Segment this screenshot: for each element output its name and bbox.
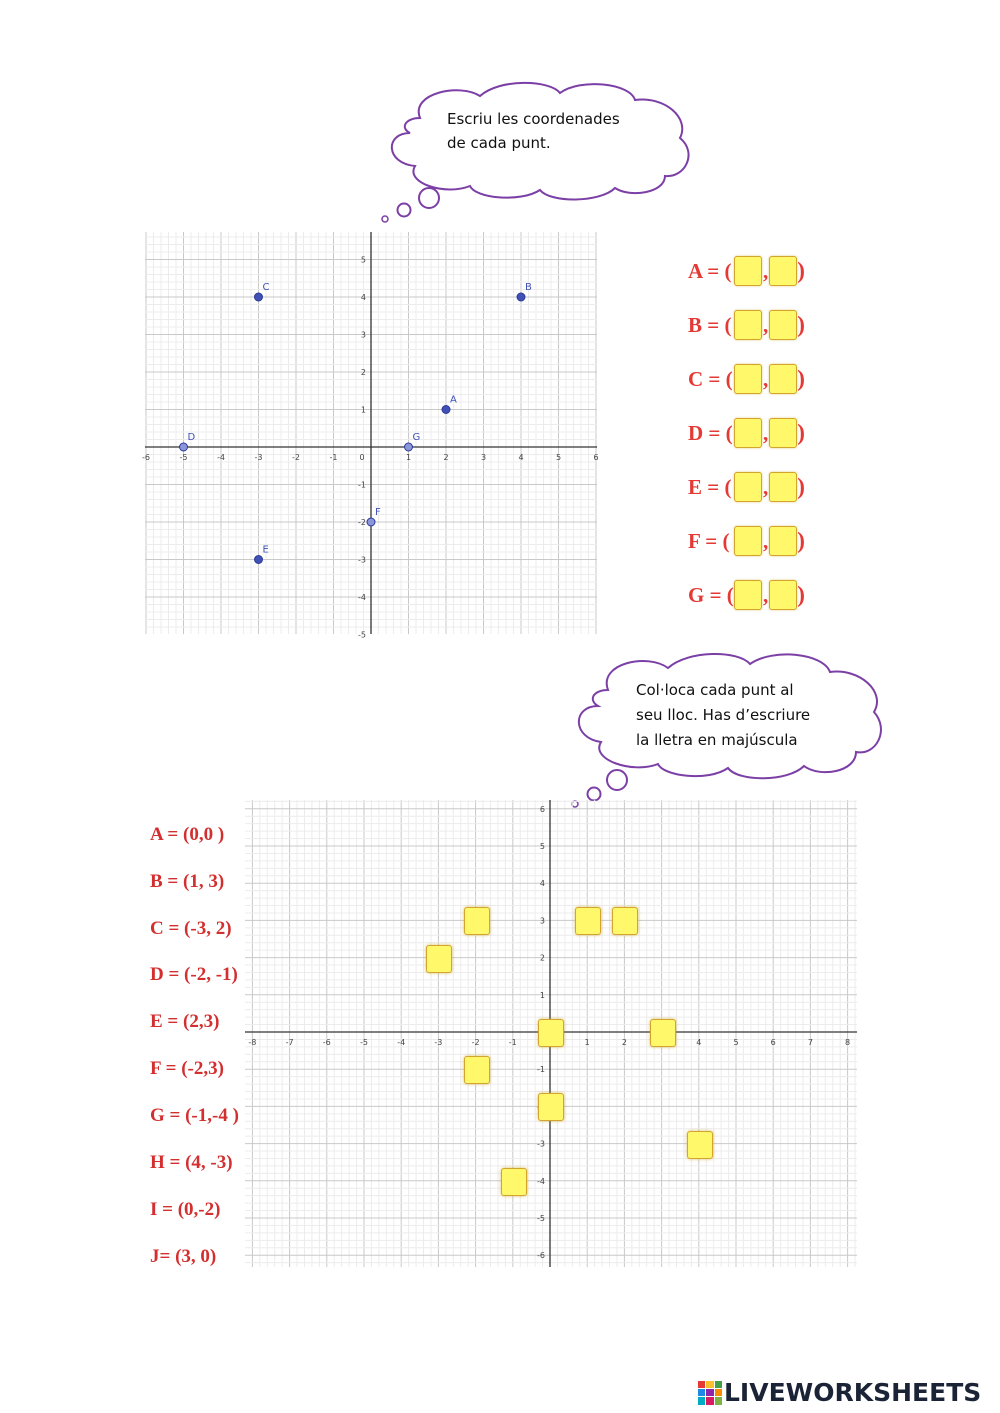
answer-x-input[interactable] (734, 364, 762, 394)
close-paren: ) (797, 366, 805, 391)
comma: , (763, 582, 769, 607)
point-list-item: A = (0,0 ) (150, 824, 225, 845)
y-tick-label: 3 (539, 916, 545, 926)
point-list-item: I = (0,-2) (150, 1199, 221, 1220)
point-list-item: J= (3, 0) (150, 1246, 217, 1267)
x-tick-label: 5 (555, 453, 562, 462)
point-label: G (412, 432, 421, 443)
x-tick-label: -1 (329, 453, 338, 462)
y-tick-label: -6 (537, 1251, 545, 1261)
y-tick-label: -1 (537, 1065, 545, 1075)
drop-target-box[interactable] (464, 1056, 490, 1084)
point-marker (405, 443, 413, 451)
close-paren: ) (797, 528, 805, 553)
bubble2-line1: Col·loca cada punt al (636, 681, 794, 699)
comma: , (763, 258, 769, 283)
x-tick-label: -8 (248, 1038, 257, 1047)
point-list-item: D = (-2, -1) (150, 964, 238, 985)
answer-label: C = ( (688, 366, 733, 391)
drop-target-box[interactable] (464, 907, 490, 935)
drop-target-box[interactable] (538, 1019, 564, 1047)
bubble1-line1: Escriu les coordenades (447, 110, 620, 128)
x-tick-label: 2 (443, 453, 449, 462)
drop-target-box[interactable] (426, 945, 452, 973)
point-list-item: F = (-2,3) (150, 1058, 224, 1079)
x-tick-label: 1 (405, 453, 412, 462)
liveworksheets-logo (698, 1378, 981, 1407)
y-tick-label: -5 (537, 1214, 545, 1223)
point-list-item: G = (-1,-4 ) (150, 1105, 239, 1126)
point-marker (367, 518, 375, 526)
x-tick-label: -3 (434, 1038, 443, 1047)
x-tick-label: -1 (508, 1038, 517, 1047)
answer-y-input[interactable] (769, 418, 797, 448)
close-paren: ) (797, 258, 805, 283)
point-label: A (450, 394, 457, 406)
x-tick-label: -6 (322, 1038, 331, 1047)
answer-row (688, 310, 805, 340)
answer-x-input[interactable] (734, 256, 762, 286)
answer-row (688, 364, 805, 394)
x-tick-label: -4 (217, 453, 225, 462)
x-tick-label: 6 (593, 453, 599, 462)
answer-y-input[interactable] (769, 472, 797, 502)
answer-label: B = ( (688, 312, 732, 337)
comma: , (763, 420, 769, 445)
x-tick-label: -2 (471, 1038, 480, 1047)
answer-label: A = ( (688, 258, 732, 283)
x-tick-label: -3 (254, 453, 263, 462)
answer-x-input[interactable] (734, 580, 762, 610)
y-tick-label: 5 (360, 255, 366, 265)
x-tick-label: 1 (584, 1038, 590, 1047)
drop-target-box[interactable] (575, 907, 601, 935)
drop-target-box[interactable] (538, 1093, 564, 1121)
x-tick-label: 2 (621, 1038, 627, 1047)
comma: , (763, 474, 769, 499)
x-tick-label: 0 (359, 453, 365, 462)
point-list-item: E = (2,3) (150, 1011, 220, 1032)
answer-row (688, 580, 805, 610)
y-tick-label: 1 (360, 405, 366, 415)
close-paren: ) (797, 474, 805, 499)
y-tick-label: 3 (360, 330, 366, 340)
answer-label: G = ( (688, 582, 734, 607)
x-tick-label: 8 (845, 1038, 851, 1047)
answer-y-input[interactable] (769, 526, 797, 556)
x-tick-label: -7 (285, 1038, 294, 1047)
answer-x-input[interactable] (734, 526, 762, 556)
answer-label: E = ( (688, 474, 732, 499)
x-tick-label: 4 (696, 1038, 702, 1047)
drop-target-box[interactable] (687, 1131, 713, 1159)
answer-y-input[interactable] (769, 580, 797, 610)
point-list-item: B = (1, 3) (150, 871, 225, 892)
point-marker (255, 293, 263, 301)
x-tick-label: -5 (360, 1038, 368, 1047)
point-label: D (187, 432, 196, 443)
point-label: B (525, 282, 532, 293)
x-tick-label: -4 (397, 1038, 406, 1047)
point-marker (442, 406, 450, 414)
answer-label: F = ( (688, 528, 730, 553)
point-marker (180, 443, 188, 451)
point-list-item: H = (4, -3) (150, 1152, 233, 1173)
bubble2-line3: la lletra en majúscula (636, 731, 798, 749)
y-tick-label: -3 (358, 555, 366, 565)
point-marker (517, 293, 525, 301)
answer-label: D = ( (688, 420, 733, 445)
x-tick-label: 3 (480, 453, 487, 462)
bubble2-line2: seu lloc. Has d’escriure (636, 706, 811, 724)
answer-y-input[interactable] (769, 310, 797, 340)
drop-target-box[interactable] (612, 907, 638, 935)
coordinate-grid-1 (142, 232, 599, 640)
close-paren: ) (797, 312, 805, 337)
x-tick-label: -2 (292, 453, 300, 462)
y-tick-label: 4 (360, 293, 366, 302)
y-tick-label: -3 (537, 1139, 545, 1149)
y-tick-label: -4 (358, 593, 366, 602)
bubble1-line2: de cada punt. (447, 134, 551, 152)
point-label: E (262, 544, 269, 556)
y-tick-label: 4 (539, 879, 545, 889)
y-tick-label: 2 (539, 953, 545, 963)
y-tick-label: -4 (537, 1176, 545, 1186)
x-tick-label: 6 (770, 1038, 776, 1047)
x-tick-label: 5 (733, 1038, 739, 1047)
y-tick-label: -1 (358, 480, 366, 490)
answer-row (688, 472, 805, 502)
point-marker (255, 556, 263, 564)
y-tick-label: 6 (539, 804, 545, 814)
point-label: C (262, 282, 270, 293)
x-tick-label: -6 (142, 453, 150, 462)
answer-row (688, 418, 805, 448)
comma: , (763, 366, 769, 391)
answer-row (688, 256, 805, 286)
y-tick-label: 1 (539, 990, 545, 1000)
answer-x-input[interactable] (734, 418, 762, 448)
answer-y-input[interactable] (769, 256, 797, 286)
y-tick-label: 5 (539, 842, 545, 851)
drop-target-box[interactable] (650, 1019, 676, 1047)
y-tick-label: 2 (360, 368, 366, 377)
y-tick-label: -2 (358, 518, 366, 527)
comma: , (763, 312, 769, 337)
drop-target-box[interactable] (501, 1168, 527, 1196)
x-tick-label: 7 (807, 1038, 813, 1047)
close-paren: ) (797, 582, 805, 607)
logo-text: LIVEWORKSHEETS (724, 1378, 982, 1407)
logo-mark-icon (698, 1381, 722, 1405)
x-tick-label: -5 (179, 453, 188, 462)
close-paren: ) (797, 420, 805, 445)
answer-row (688, 526, 805, 556)
y-tick-label: -5 (358, 630, 366, 640)
point-label: F (375, 507, 381, 518)
answer-y-input[interactable] (769, 364, 797, 394)
bubble1-text (447, 107, 620, 155)
point-list-item: C = (-3, 2) (150, 918, 232, 939)
x-tick-label: 4 (518, 453, 524, 462)
answer-x-input[interactable] (734, 472, 762, 502)
answer-x-input[interactable] (734, 310, 762, 340)
comma: , (763, 528, 769, 553)
bubble2-text (636, 678, 810, 753)
